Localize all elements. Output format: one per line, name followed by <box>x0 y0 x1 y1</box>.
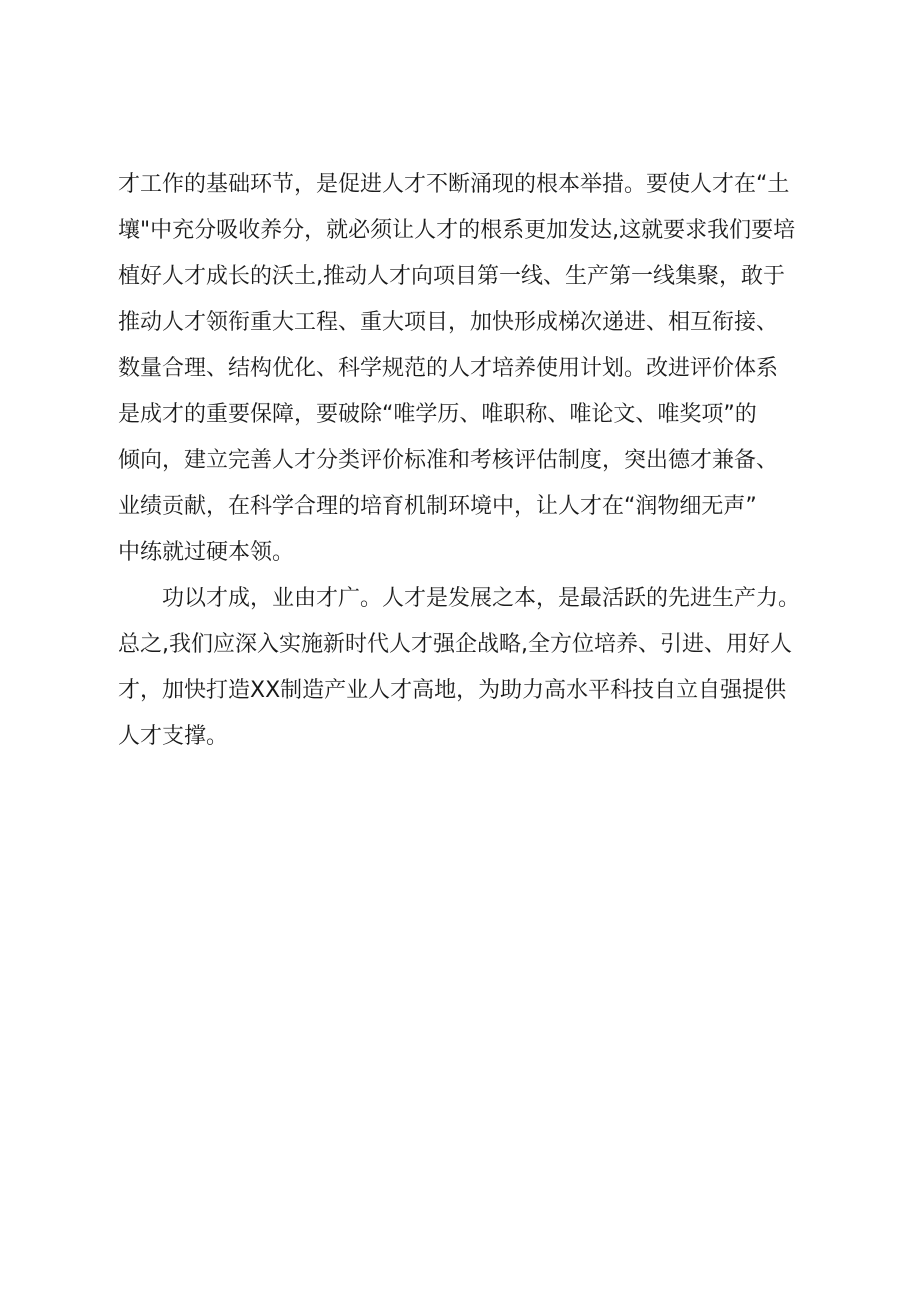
document-body <box>118 162 808 760</box>
paragraph-line: 业绩贡献，在科学合理的培育机制环境中，让人才在“润物细无声” <box>118 494 757 519</box>
paragraph-line: 壤"中充分吸收养分，就必须让人才的根系更加发达,这就要求我们要培 <box>118 218 796 243</box>
paragraph-line: 中练就过硬本领。 <box>118 540 295 565</box>
paragraph-line: 推动人才领衔重大工程、重大项目，加快形成梯次递进、相互衔接、 <box>118 310 779 335</box>
paragraph-line: 植好人才成长的沃土,推动人才向项目第一线、生产第一线集聚，敢于 <box>118 264 785 289</box>
paragraph-line: 人才支撑。 <box>118 724 229 749</box>
paragraph-line: 数量合理、结构优化、科学规范的人才培养使用计划。改进评价体系 <box>118 356 779 381</box>
paragraph-line: 是成才的重要保障，要破除“唯学历、唯职称、唯论文、唯奖项”的 <box>118 402 757 427</box>
paragraph-line: 才，加快打造XX制造产业人才高地，为助力高水平科技自立自强提供 <box>118 678 787 703</box>
paragraph-line: 总之,我们应深入实施新时代人才强企战略,全方位培养、引进、用好人 <box>118 632 792 657</box>
paragraph-talent-development <box>118 162 808 576</box>
paragraph-line: 倾向，建立完善人才分类评价标准和考核评估制度，突出德才兼备、 <box>118 448 779 473</box>
paragraph-line: 才工作的基础环节，是促进人才不断涌现的根本举措。要使人才在“土 <box>118 172 790 197</box>
paragraph-conclusion <box>118 576 808 760</box>
paragraph-line: 功以才成，业由才广。人才是发展之本，是最活跃的先进生产力。 <box>162 586 801 611</box>
